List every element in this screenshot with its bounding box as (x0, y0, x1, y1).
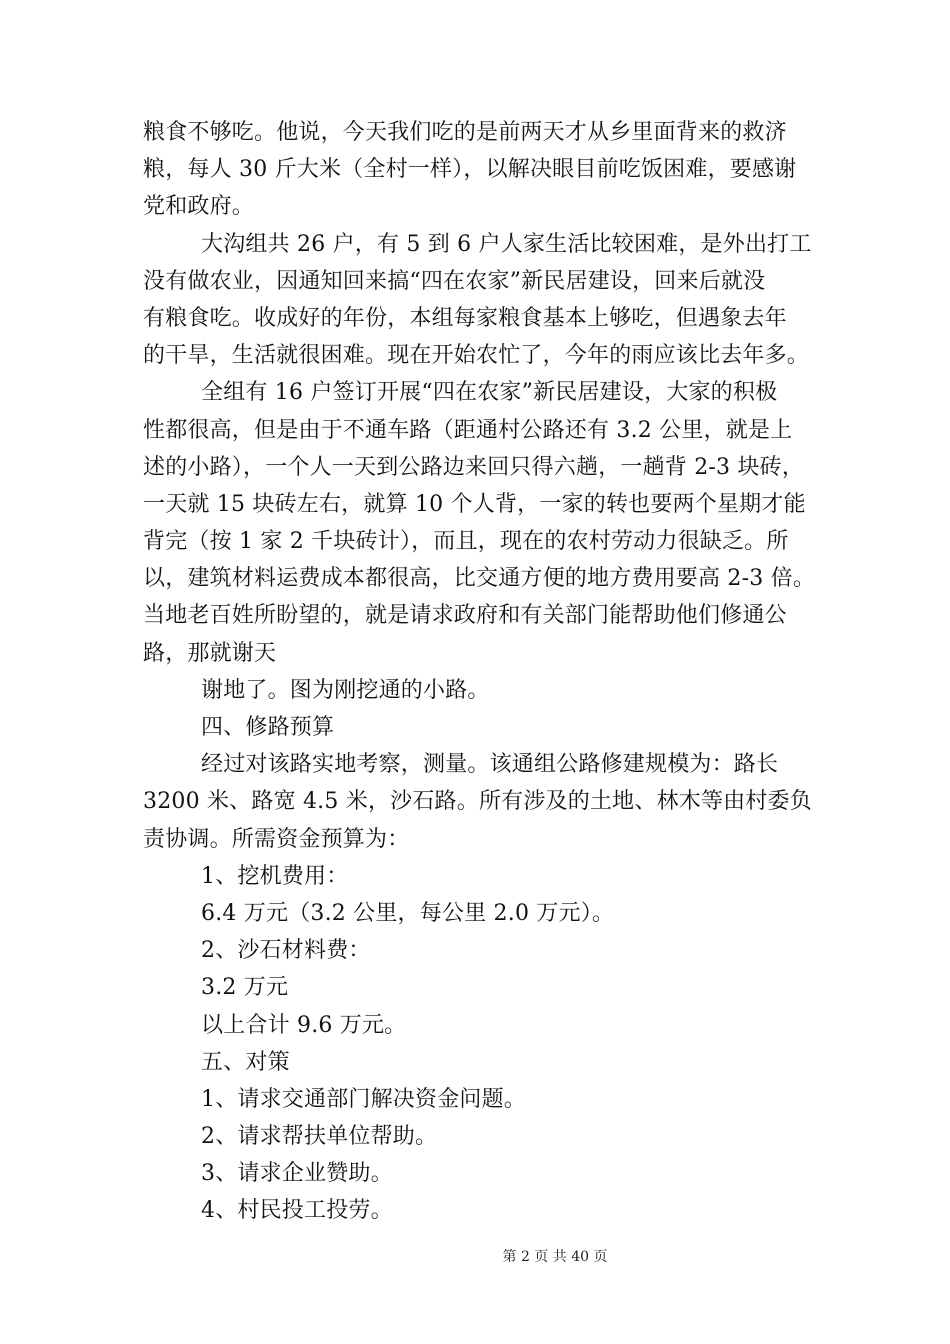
text-line: 五、对策 (201, 1049, 290, 1075)
text-line: 3、请求企业赞助。 (201, 1161, 393, 1187)
text-line: 2、请求帮扶单位帮助。 (201, 1124, 438, 1150)
text-line: 述的小路），一个人一天到公路边来回只得六趟，一趟背 2-3 块砖， (143, 454, 805, 480)
text-line: 经过对该路实地考察，测量。该通组公路修建规模为：路长 (201, 752, 779, 778)
text-line: 全组有 16 户签订开展“四在农家”新民居建设，大家的积极 (201, 380, 778, 406)
text-line: 以，建筑材料运费成本都很高，比交通方便的地方费用要高 2-3 倍。 (143, 566, 816, 592)
text-line: 当地老百姓所盼望的，就是请求政府和有关部门能帮助他们修通公 (143, 603, 787, 629)
page-number-footer: 第 2 页 共 40 页 (502, 1249, 608, 1265)
text-line: 6.4 万元（3.2 公里，每公里 2.0 万元）。 (201, 900, 615, 926)
text-line: 责协调。所需资金预算为： (143, 826, 410, 852)
text-line: 2、沙石材料费： (201, 938, 371, 964)
text-line: 性都很高，但是由于不通车路（距通村公路还有 3.2 公里，就是上 (143, 417, 793, 443)
text-line: 以上合计 9.6 万元。 (201, 1012, 407, 1038)
text-line: 路，那就谢天 (143, 640, 277, 666)
document-body (143, 114, 816, 1230)
text-line: 4、村民投工投劳。 (201, 1198, 393, 1224)
text-line: 大沟组共 26 户，有 5 到 6 户人家生活比较困难，是外出打工 (201, 231, 812, 257)
text-line: 的干旱，生活就很困难。现在开始农忙了，今年的雨应该比去年多。 (143, 343, 810, 369)
text-line: 粮，每人 30 斤大米（全村一样），以解决眼目前吃饭困难，要感谢 (143, 157, 797, 183)
text-line: 粮食不够吃。他说，今天我们吃的是前两天才从乡里面背来的救济 (143, 120, 787, 145)
text-line: 四、修路预算 (201, 715, 335, 740)
text-line: 3.2 万元 (201, 975, 289, 1001)
text-line: 背完（按 1 家 2 千块砖计），而且，现在的农村劳动力很缺乏。所 (143, 529, 789, 555)
text-line: 1、挖机费用： (201, 863, 349, 889)
text-line: 有粮食吃。收成好的年份，本组每家粮食基本上够吃，但遇象去年 (143, 305, 787, 331)
text-line: 一天就 15 块砖左右，就算 10 个人背，一家的转也要两个星期才能 (143, 491, 806, 517)
text-line: 1、请求交通部门解决资金问题。 (201, 1086, 526, 1112)
text-line: 没有做农业，因通知回来搞“四在农家”新民居建设，回来后就没 (143, 268, 766, 294)
text-line: 谢地了。图为刚挖通的小路。 (201, 677, 490, 703)
text-line: 3200 米、路宽 4.5 米，沙石路。所有涉及的土地、林木等由村委负 (143, 789, 812, 815)
text-line: 党和政府。 (143, 194, 255, 220)
